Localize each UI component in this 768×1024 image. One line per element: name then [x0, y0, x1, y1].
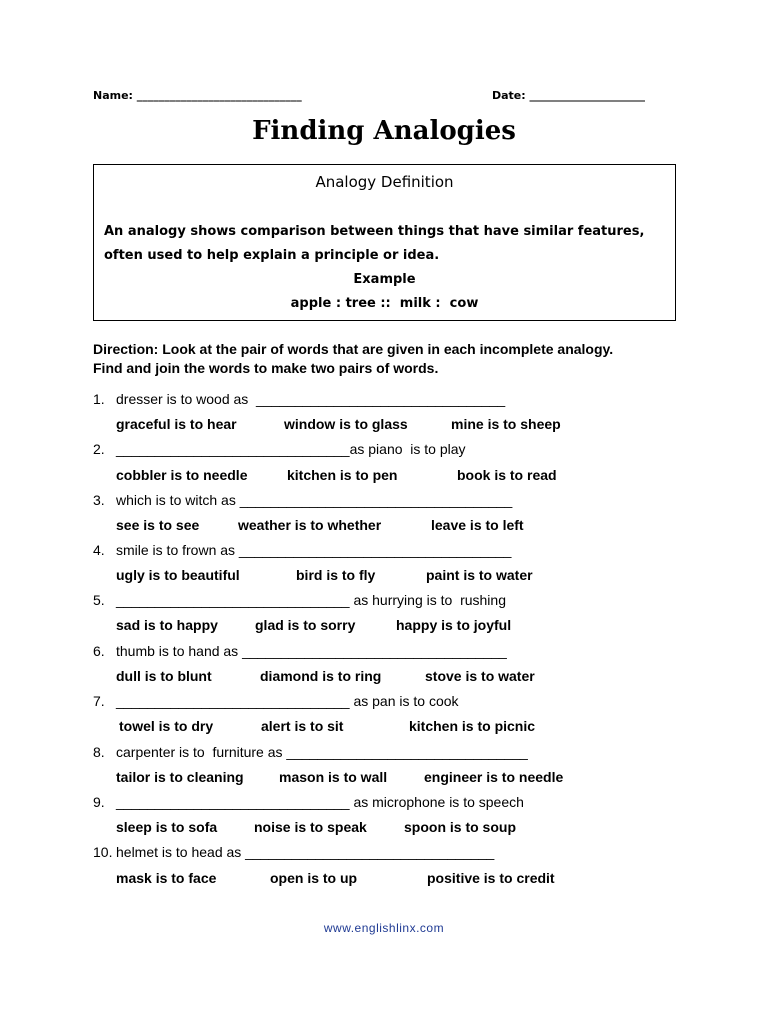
answer-option: spoon is to soup [404, 819, 516, 835]
direction-line-2: Find and join the words to make two pairs of words. [93, 360, 439, 376]
answer-option: happy is to joyful [396, 617, 512, 633]
answer-option: kitchen is to picnic [409, 718, 536, 734]
question-text: thumb is to hand as __________________________________ [116, 643, 507, 659]
question-text: carpenter is to furniture as _______________________________ [116, 744, 528, 760]
answer-option: tailor is to cleaning [116, 769, 244, 785]
question-text: dresser is to wood as ________________________________ [116, 391, 506, 407]
answer-option: sad is to happy [116, 617, 218, 633]
definition-line-1: An analogy shows comparison between things that have similar features, [104, 224, 645, 239]
answer-option: noise is to speak [254, 819, 367, 835]
question-number: 10. [93, 844, 113, 860]
answer-option: bird is to fly [296, 567, 376, 583]
worksheet-title: Finding Analogies [252, 116, 516, 146]
question-text: helmet is to head as ________________________________ [116, 844, 495, 860]
answer-option: weather is to whether [238, 517, 382, 533]
question-number: 6. [93, 643, 105, 659]
answer-option: mason is to wall [279, 769, 388, 785]
definition-box [93, 164, 676, 321]
website-link[interactable]: www.englishlinx.com [323, 921, 445, 935]
definition-line-2: often used to help explain a principle or idea. [104, 248, 440, 263]
question-number: 3. [93, 492, 105, 508]
question-text: ______________________________ as hurrying is to rushing [116, 592, 506, 608]
answer-option: window is to glass [284, 416, 408, 432]
answer-option: mine is to sheep [451, 416, 561, 432]
answer-option: glad is to sorry [255, 617, 356, 633]
example-label: Example [353, 272, 416, 287]
answer-option: alert is to sit [261, 718, 344, 734]
question-text: which is to witch as ___________________________________ [116, 492, 513, 508]
date-field-label: Date: _____________________ [492, 89, 646, 102]
answer-option: open is to up [270, 870, 358, 886]
name-field-label: Name: ______________________________ [93, 89, 302, 102]
answer-option: ugly is to beautiful [116, 567, 240, 583]
answer-option: paint is to water [426, 567, 533, 583]
question-text: ______________________________as piano is to play [116, 441, 466, 457]
question-text: smile is to frown as ___________________________________ [116, 542, 512, 558]
answer-option: diamond is to ring [260, 668, 382, 684]
definition-heading: Analogy Definition [315, 173, 454, 191]
answer-option: see is to see [116, 517, 200, 533]
answer-option: leave is to left [431, 517, 524, 533]
question-number: 2. [93, 441, 105, 457]
answer-option: towel is to dry [119, 718, 214, 734]
answer-option: sleep is to sofa [116, 819, 218, 835]
answer-option: cobbler is to needle [116, 467, 248, 483]
question-number: 4. [93, 542, 105, 558]
answer-option: positive is to credit [427, 870, 555, 886]
example-analogy: apple : tree :: milk : cow [290, 296, 479, 311]
question-text: ______________________________ as microphone is to speech [116, 794, 524, 810]
answer-option: dull is to blunt [116, 668, 212, 684]
answer-option: mask is to face [116, 870, 217, 886]
answer-option: stove is to water [425, 668, 535, 684]
question-text: ______________________________ as pan is to cook [116, 693, 459, 709]
direction-line-1: Direction: Look at the pair of words that are given in each incomplete analogy. [93, 341, 614, 357]
question-number: 9. [93, 794, 105, 810]
question-number: 8. [93, 744, 105, 760]
answer-option: engineer is to needle [424, 769, 564, 785]
question-number: 7. [93, 693, 105, 709]
question-number: 5. [93, 592, 105, 608]
question-number: 1. [93, 391, 105, 407]
answer-option: book is to read [457, 467, 557, 483]
answer-option: graceful is to hear [116, 416, 237, 432]
answer-option: kitchen is to pen [287, 467, 398, 483]
